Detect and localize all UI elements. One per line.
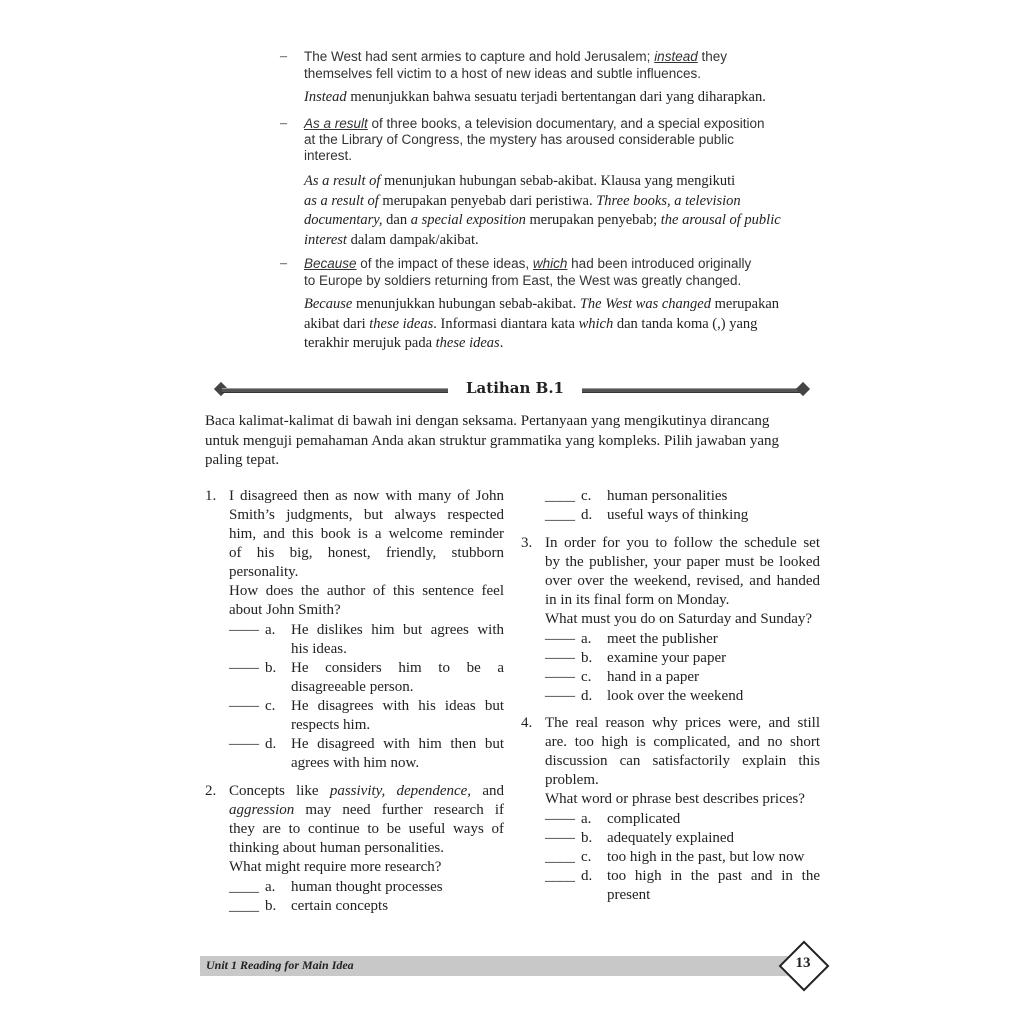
exercise-instructions: Baca kalimat-kalimat di bawah ini dengan seksama. Pertanyaan yang mengikutinya dirancang untuk menguji pemahaman Anda akan struktur grammatika yang kompleks. Pilih jawaban yang paling tepat. — [205, 413, 780, 468]
answer-blank: ____ — [545, 507, 575, 523]
option-text: He disagrees with his ideas but respects him. — [291, 698, 504, 733]
option-text: human thought processes — [291, 879, 443, 895]
option-a[interactable] — [545, 810, 821, 829]
question-number: 1. — [205, 488, 217, 504]
key-phrase-because: Because — [304, 256, 357, 271]
key-phrase-instead: instead — [654, 49, 698, 64]
answer-blank: ____ — [545, 849, 575, 865]
option-letter: d. — [581, 868, 593, 884]
key-phrase-as-a-result: As a result — [304, 116, 368, 131]
option-c[interactable] — [545, 487, 821, 506]
footer-bar — [200, 956, 788, 976]
option-letter: b. — [265, 660, 277, 676]
option-text: meet the publisher — [607, 631, 718, 647]
example-explanation: Instead menunjukkan bahwa sesuatu terjadi bertentangan dari yang diharapkan. — [304, 89, 766, 105]
answer-blank: —— — [229, 660, 259, 676]
example-sentence-line: themselves fell victim to a host of new ideas and subtle influences. — [304, 66, 701, 81]
option-letter: c. — [581, 488, 592, 504]
option-d[interactable] — [545, 867, 821, 905]
option-letter: d. — [265, 736, 277, 752]
example-sentence-line: The West had sent armies to capture and hold Jerusalem; instead they — [304, 49, 728, 64]
option-b[interactable] — [229, 897, 505, 916]
page-number-badge — [780, 943, 828, 989]
question-number: 2. — [205, 783, 217, 799]
example-sentence-line: at the Library of Congress, the mystery has aroused considerable public — [304, 132, 734, 147]
option-letter: b. — [581, 650, 593, 666]
answer-blank: —— — [229, 736, 259, 752]
answer-blank: —— — [545, 650, 575, 666]
option-c[interactable] — [545, 668, 821, 687]
option-text: He considers him to be a disagreeable person. — [291, 660, 504, 695]
option-letter: d. — [581, 688, 593, 704]
example-dash: – — [280, 116, 287, 131]
option-text: He dislikes him but agrees with his ideas. — [291, 622, 504, 657]
key-phrase-which: which — [532, 256, 568, 271]
option-c[interactable] — [229, 697, 505, 735]
option-text: adequately explained — [607, 830, 735, 846]
option-text: hand in a paper — [607, 669, 700, 685]
option-a[interactable] — [229, 621, 505, 659]
option-letter: a. — [265, 622, 276, 638]
option-text: look over the weekend — [607, 688, 744, 704]
option-text: examine your paper — [607, 650, 727, 666]
option-b[interactable] — [545, 649, 821, 668]
heading-rule-right — [582, 388, 802, 393]
option-text: too high in the past and in the present — [607, 868, 820, 903]
question-number: 3. — [521, 535, 533, 551]
option-letter: a. — [265, 879, 276, 895]
option-letter: b. — [581, 830, 593, 846]
option-text: certain concepts — [291, 898, 389, 914]
option-letter: c. — [581, 669, 592, 685]
option-d[interactable] — [545, 687, 821, 706]
question-number: 4. — [521, 715, 533, 731]
option-text: human personalities — [607, 488, 728, 504]
section-title: Latihan B.1 — [466, 379, 564, 397]
option-letter: a. — [581, 811, 592, 827]
rule-cap-right — [796, 382, 810, 396]
option-letter: c. — [265, 698, 276, 714]
option-letter: a. — [581, 631, 592, 647]
option-letter: d. — [581, 507, 593, 523]
option-text: He disagreed with him then but agrees with him now. — [291, 736, 504, 771]
question-stem: I disagreed then as now with many of John Smith’s judgments, but always respected him, and this book is a welcome reminder of his big, honest, friendly, stubborn personality. How does the author of this sentence feel about John Smith? — [229, 488, 504, 618]
answer-blank: —— — [229, 622, 259, 638]
example-explanation: Because menunjukkan hubungan sebab-akibat. The West was changed merupakan akibat dari these ideas. Informasi diantara kata which dan tanda koma (,) yang terakhir merujuk pada these ideas. — [304, 296, 780, 351]
option-c[interactable] — [545, 848, 821, 867]
page-number: 13 — [795, 955, 811, 971]
answer-blank: —— — [545, 830, 575, 846]
answer-blank: ____ — [229, 898, 259, 914]
example-explanation: As a result of menunjukan hubungan sebab-akibat. Klausa yang mengikuti as a result of merupakan penyebab dari peristiwa. Three books, a television documentary, dan a special exposition merupakan penyebab; the arousal of public interest dalam dampak/akibat. — [304, 173, 781, 248]
unit-label: Unit 1 Reading for Main Idea — [206, 958, 354, 972]
answer-blank: —— — [545, 811, 575, 827]
answer-blank: —— — [545, 669, 575, 685]
option-text: complicated — [607, 811, 681, 827]
option-a[interactable] — [545, 630, 821, 649]
question-stem: Concepts like passivity, dependence, and aggression may need further research if they are to continue to be useful ways of thinking about human personalities. What might require more research? — [229, 783, 504, 875]
option-letter: c. — [581, 849, 592, 865]
section-heading — [212, 378, 812, 402]
example-sentence-line: Because of the impact of these ideas, which had been introduced originally — [304, 256, 752, 271]
option-text: useful ways of thinking — [607, 507, 749, 523]
answer-blank: ____ — [229, 879, 259, 895]
option-text: too high in the past, but low now — [607, 849, 805, 865]
question-stem: In order for you to follow the schedule set by the publisher, your paper must be looked over over the weekend, revised, and handed in in its final form on Monday. What must you do on Saturday and Sunday? — [545, 535, 820, 627]
heading-rule-left — [222, 388, 448, 393]
example-sentence-line: As a result of three books, a television documentary, and a special exposition — [304, 116, 765, 131]
option-a[interactable] — [229, 878, 505, 897]
answer-blank: —— — [545, 631, 575, 647]
answer-blank: —— — [229, 698, 259, 714]
answer-blank: ____ — [545, 488, 575, 504]
option-d[interactable] — [545, 506, 821, 525]
example-dash: – — [280, 256, 287, 271]
option-b[interactable] — [545, 829, 821, 848]
example-dash: – — [280, 49, 287, 64]
question-stem: The real reason why prices were, and still are. too high is complicated, and no short discussion can satisfactorily explain this problem. What word or phrase best describes prices? — [545, 715, 820, 807]
option-letter: b. — [265, 898, 277, 914]
example-sentence-line: interest. — [304, 148, 353, 163]
answer-blank: ____ — [545, 868, 575, 884]
answer-blank: —— — [545, 688, 575, 704]
option-b[interactable] — [229, 659, 505, 697]
example-sentence-line: to Europe by soldiers returning from East, the West was greatly changed. — [304, 273, 742, 288]
option-d[interactable] — [229, 735, 505, 773]
